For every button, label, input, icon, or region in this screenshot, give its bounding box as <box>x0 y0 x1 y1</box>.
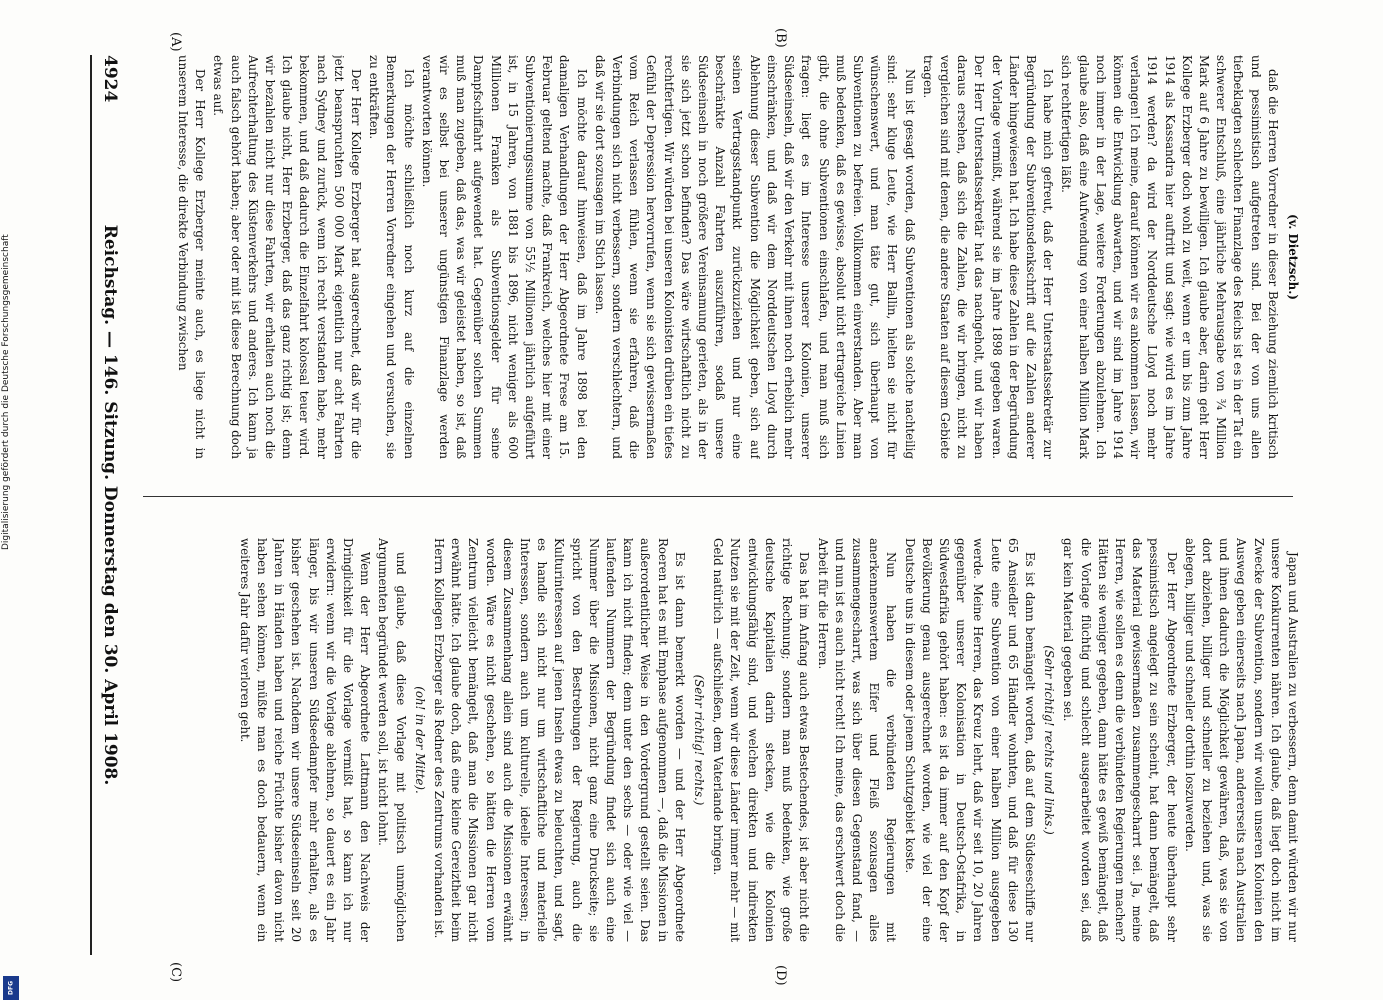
column-divider <box>143 496 1293 497</box>
left-column <box>136 55 1301 459</box>
paragraph: Nun haben die verbündeten Regierungen mit anerkennenswertem Eifer und Fleiß sozusagen alles zusammengescharrt, was sich über diesen Gegenstand fand, — und nun ist es auch nicht recht! Ich meine, das erschwert doch die Arbeit für die Herren. <box>815 538 899 942</box>
paragraph: Der Herr Kollege Erzberger hat ausgerechnet, daß wir für die jetzt beanspruchten 500 000 Mark eigentlich nur acht Fahrten nach Sydney und zurück, wenn ich recht verstanden habe, mehr bekommen, und daß dadurch die Einzelfahrt kolossal teuer wird. Ich glaube nicht, Herr Erzberger, daß das ganz richtig ist; denn wir bezahlen nicht nur diese Fahrten, wir erhalten auch noch die Aufrechterhaltung des Küstenverkehrs und anderes. Ich kann ja auch falsch gehört haben; aber oder mit ist diese Berechnung doch etwas auf. <box>211 55 364 459</box>
paragraph: Ich möchte schließlich noch kurz auf die einzelnen Bemerkungen der Herren Vorredner eingehen und versuchen, sie zu entkräften. <box>367 55 416 459</box>
margin-marker-b: (B) <box>773 28 788 48</box>
paragraph: Nun ist gesagt worden, daß Subventionen als solche nachteilig sind: sehr kluge Leute, wie Herr Ballin, hielten sie nicht für wünschenswert, und man täte gut, sich überhaupt von Subventionen zu befreien. Vollkommen einverstanden. Aber man muß bedenken, daß es gewisse, absolut nicht ertragreiche Linien gibt, die ohne Subventionen einschlafen, und man muß sich fragen: liegt es im Interesse unserer Kolonien, unserer Südseeinseln, daß wir den Verkehr mit ihnen noch erheblich mehr einschränken, und daß wir dem Norddeutschen Lloyd durch Ablehnung dieser Subvention die Möglichkeit geben, sich auf seinen Vertragsstandpunkt zurückzuziehen und nur eine beschränkte Anzahl Fahrten auszuführen, sodaß unsere Südseeinseln in noch größere Vereinsamung gerieten, als in der sie sich jetzt schon befinden? Das wäre wirtschaftlich nicht zu rechtfertigen. Wir würden bei unseren Kolonisten drüben ein tiefes Gefühl der Depression hervorrufen, wenn sie sich gewissermaßen vom Reich verlassen fühlen, wenn sie erfahren, daß die Verbindungen sich nicht verbessern, sondern verschlechtern, und daß wir sie dort sozusagen im Stich lassen. <box>592 55 917 459</box>
margin-marker-d: (D) <box>773 965 788 986</box>
margin-marker-c: (C) <box>168 962 183 983</box>
margin-marker-a: (A) <box>168 32 183 52</box>
interjection: (oh! in der Mitte). <box>412 686 427 794</box>
digitization-note <box>1 10 23 1000</box>
paragraph: Ich habe mich gefreut, daß der Herr Unterstaatssekretär zur Begründung der Subventionsdenkschrift auf die Zahlen anderer Länder hingewiesen hat. Ich habe diese Zahlen in der Begründung der Vorlage vermißt, während sie im Jahre 1898 gegeben waren. Der Herr Unterstaatssekretär hat das nachgeholt, und wir haben daraus ersehen, daß sich die Zahlen, die wir bringen, nicht zu vergleichen sind mit denen, die andere Staaten auf diesem Gebiete tragen. <box>920 55 1056 459</box>
page-header <box>90 55 128 955</box>
paragraph: daß die Herren Vorredner in dieser Beziehung ziemlich kritisch und pessimistisch aufgetreten sind. Bei der von uns allen tiefbeklagten schlechten Finanzlage des Reichs ist es in der Tat ein schwerer Entschluß, eine jährliche Mehrausgabe von ¾ Million Mark auf 6 Jahre zu bewilligen. Ich glaube aber, darin geht Herr Kollege Erzberger doch wohl zu weit, wenn er um bis zum Jahre 1914 als Kassandra hier auftritt und sagt: wie wird es im Jahre 1914 werden? da wird der Norddeutsche Lloyd noch mehr verlangen! Ich meine, darauf können wir es ankommen lassen, wir können die Entwicklung abwarten, und wir sind im Jahre 1914 noch immer in der Lage, weitere Forderungen abzulehnen. Ich glaube also, daß eine Aufwendung von einer halben Million Mark sich rechtfertigen läßt. <box>1059 55 1280 459</box>
paragraph: Der Herr Kollege Erzberger meinte auch, es liege nicht in unserem Interesse, die direkte Verbindung zwischen <box>176 55 208 459</box>
speaker-name: (v. Dietzsch.) <box>1286 214 1300 300</box>
dfg-logo: DFG <box>3 976 19 1000</box>
running-head: Reichstag. — 146. Sitzung. Donnerstag den 30. April 1908. <box>100 224 120 786</box>
paragraph: Das hat im Anfang auch etwas Bestechendes, ist aber nicht die richtige Rechnung; sondern man muß bedenken, wie große deutsche Kapitalien darin stecken, wie die Kolonien entwicklungsfähig sind, und welchen direkten und indirekten Nutzen sie mit der Zeit, wenn wir diese Länder immer mehr — mit Geld natürlich — aufschließen, dem Vaterlande bringen. <box>711 538 812 942</box>
page-number: 4924 <box>100 55 120 103</box>
paragraph: Es ist dann bemerkt worden — und der Herr Abgeordnete Roeren hat es mit Emphase aufgenommen —, daß die Missionen in außerordentlicher Weise in den Vordergrund gestellt seien. Das kann ich nicht finden; denn unter den sechs — oder wie viel — laufenden Nummern der Begründung findet sich auch eine Nummer über die Missionen, nicht ganz eine Druckseite; sie spricht von den Bestrebungen der Regierung, auch die Kulturinteressen auf jenen Inseln etwas zu beleuchten, und sagt, es handle sich nicht nur um wirtschaftliche und materielle Interessen, sondern auch um kulturelle, ideelle Interessen; in diesem Zusammenhang allein sind auch die Missionen erwähnt worden. Wäre es nicht geschehen, so hätten die Herren vom Zentrum vielleicht bemängelt, daß man die Missionen gar nicht erwähnt hätte. Ich glaube doch, daß eine kleine Gereiztheit beim Herrn Kollegen Erzberger als Redner des Zentrums vorhanden ist. <box>432 538 687 942</box>
paragraph: Es ist dann bemängelt worden, daß auf dem Südseeschiffe nur 65 Ansiedler und 65 Händler wohnten, und daß für diese 130 Leute eine Subvention von einer halben Million ausgegeben werde. Meine Herren, das Kreuz lehrt, daß wir seit 10, 20 Jahren gegenüber unserer Kolonisation in Deutsch-Ostafrika, in Südwestafrika gehört haben: es ist da immer auf den Kopf der Bevölkerung genau ausgerechnet worden, wie viel der eine Deutsche uns in diesem oder jenem Schutzgebiet koste. <box>902 538 1037 942</box>
digitization-credit: Digitalisierung gefördert durch die Deutsche Forschungsgemeinschaft <box>1 234 11 550</box>
paragraph: Wenn der Herr Abgeordnete Lattmann den Nachweis der Dringlichkeit für die Vorlage vermißt hat, so kann ich nur erwidern: wenn wir die Vorlage ablehnen, so dauert es ein Jahr länger, bis wir unseren Südseedampfer mehr erhalten, als es bisher geschehen ist. Nachdem wir unsere Südseeinseln seit 20 Jahren in Händen haben und reiche Früchte bisher davon nicht haben sehen können, müßte man es doch bedauern, wenn ein weiteres Jahr dafür verloren geht. <box>237 538 373 942</box>
interjection: (Sehr richtig! rechts.) <box>692 674 707 806</box>
paragraph: Ich möchte darauf hinweisen, daß im Jahre 1898 bei den damaligen Verhandlungen der Herr Abgeordnete Frese am 15. Februar geltend machte, daß Frankreich, welches hier mit einer Subventionierungssumme von 55½ Millionen jährlich aufgeführt ist, in 15 Jahren, von 1881 bis 1896, nicht weniger als 600 Millionen Franken als Subventionsgelder für seine Dampfschiffahrt aufgewendet hat. Gegenüber solchen Summen muß man zugeben, daß das, was wir geleistet haben, so ist, daß wir es selbst bei unserer ungünstigen Finanzlage werden verantworten können. <box>419 55 589 459</box>
right-column <box>136 538 1301 942</box>
interjection: (Sehr richtig! rechts und links.) <box>1042 645 1057 835</box>
paragraph: Der Herr Abgeordnete Erzberger, der heute überhaupt sehr pessimistisch angelegt zu sein scheint, hat dann bemängelt, daß das Material gewissermaßen zusammengescharrt sei. Ja, meine Herren, wie sollen es denn die verbündeten Regierungen machen? Hätten sie weniger gegeben, dann hätte es gewiß bemängelt, daß die Vorlage flüchtig und schlecht ausgearbeitet worden sei, daß gar kein Material gegeben sei. <box>1061 538 1179 942</box>
paragraph: und glaube, daß diese Vorlage mit politisch unmöglichen Argumenten begründet werden soll, ist nicht lohnt. <box>376 538 408 942</box>
paragraph: Japan und Australien zu verbessern, denn damit würden wir nur unsere Konkurrenten nähren. Ich glaube, daß liegt doch nicht im Zwecke der Subvention, sondern wir wollen unseren Kolonien den Ausweg geben einerseits nach Japan, andererseits nach Australien und ihnen dadurch die Möglichkeit gewähren, daß, was sie von dort abziehen, billiger und schneller zu beziehen und, was sie ablegen, billiger und schneller dorthin loszuwerden. <box>1182 538 1300 942</box>
